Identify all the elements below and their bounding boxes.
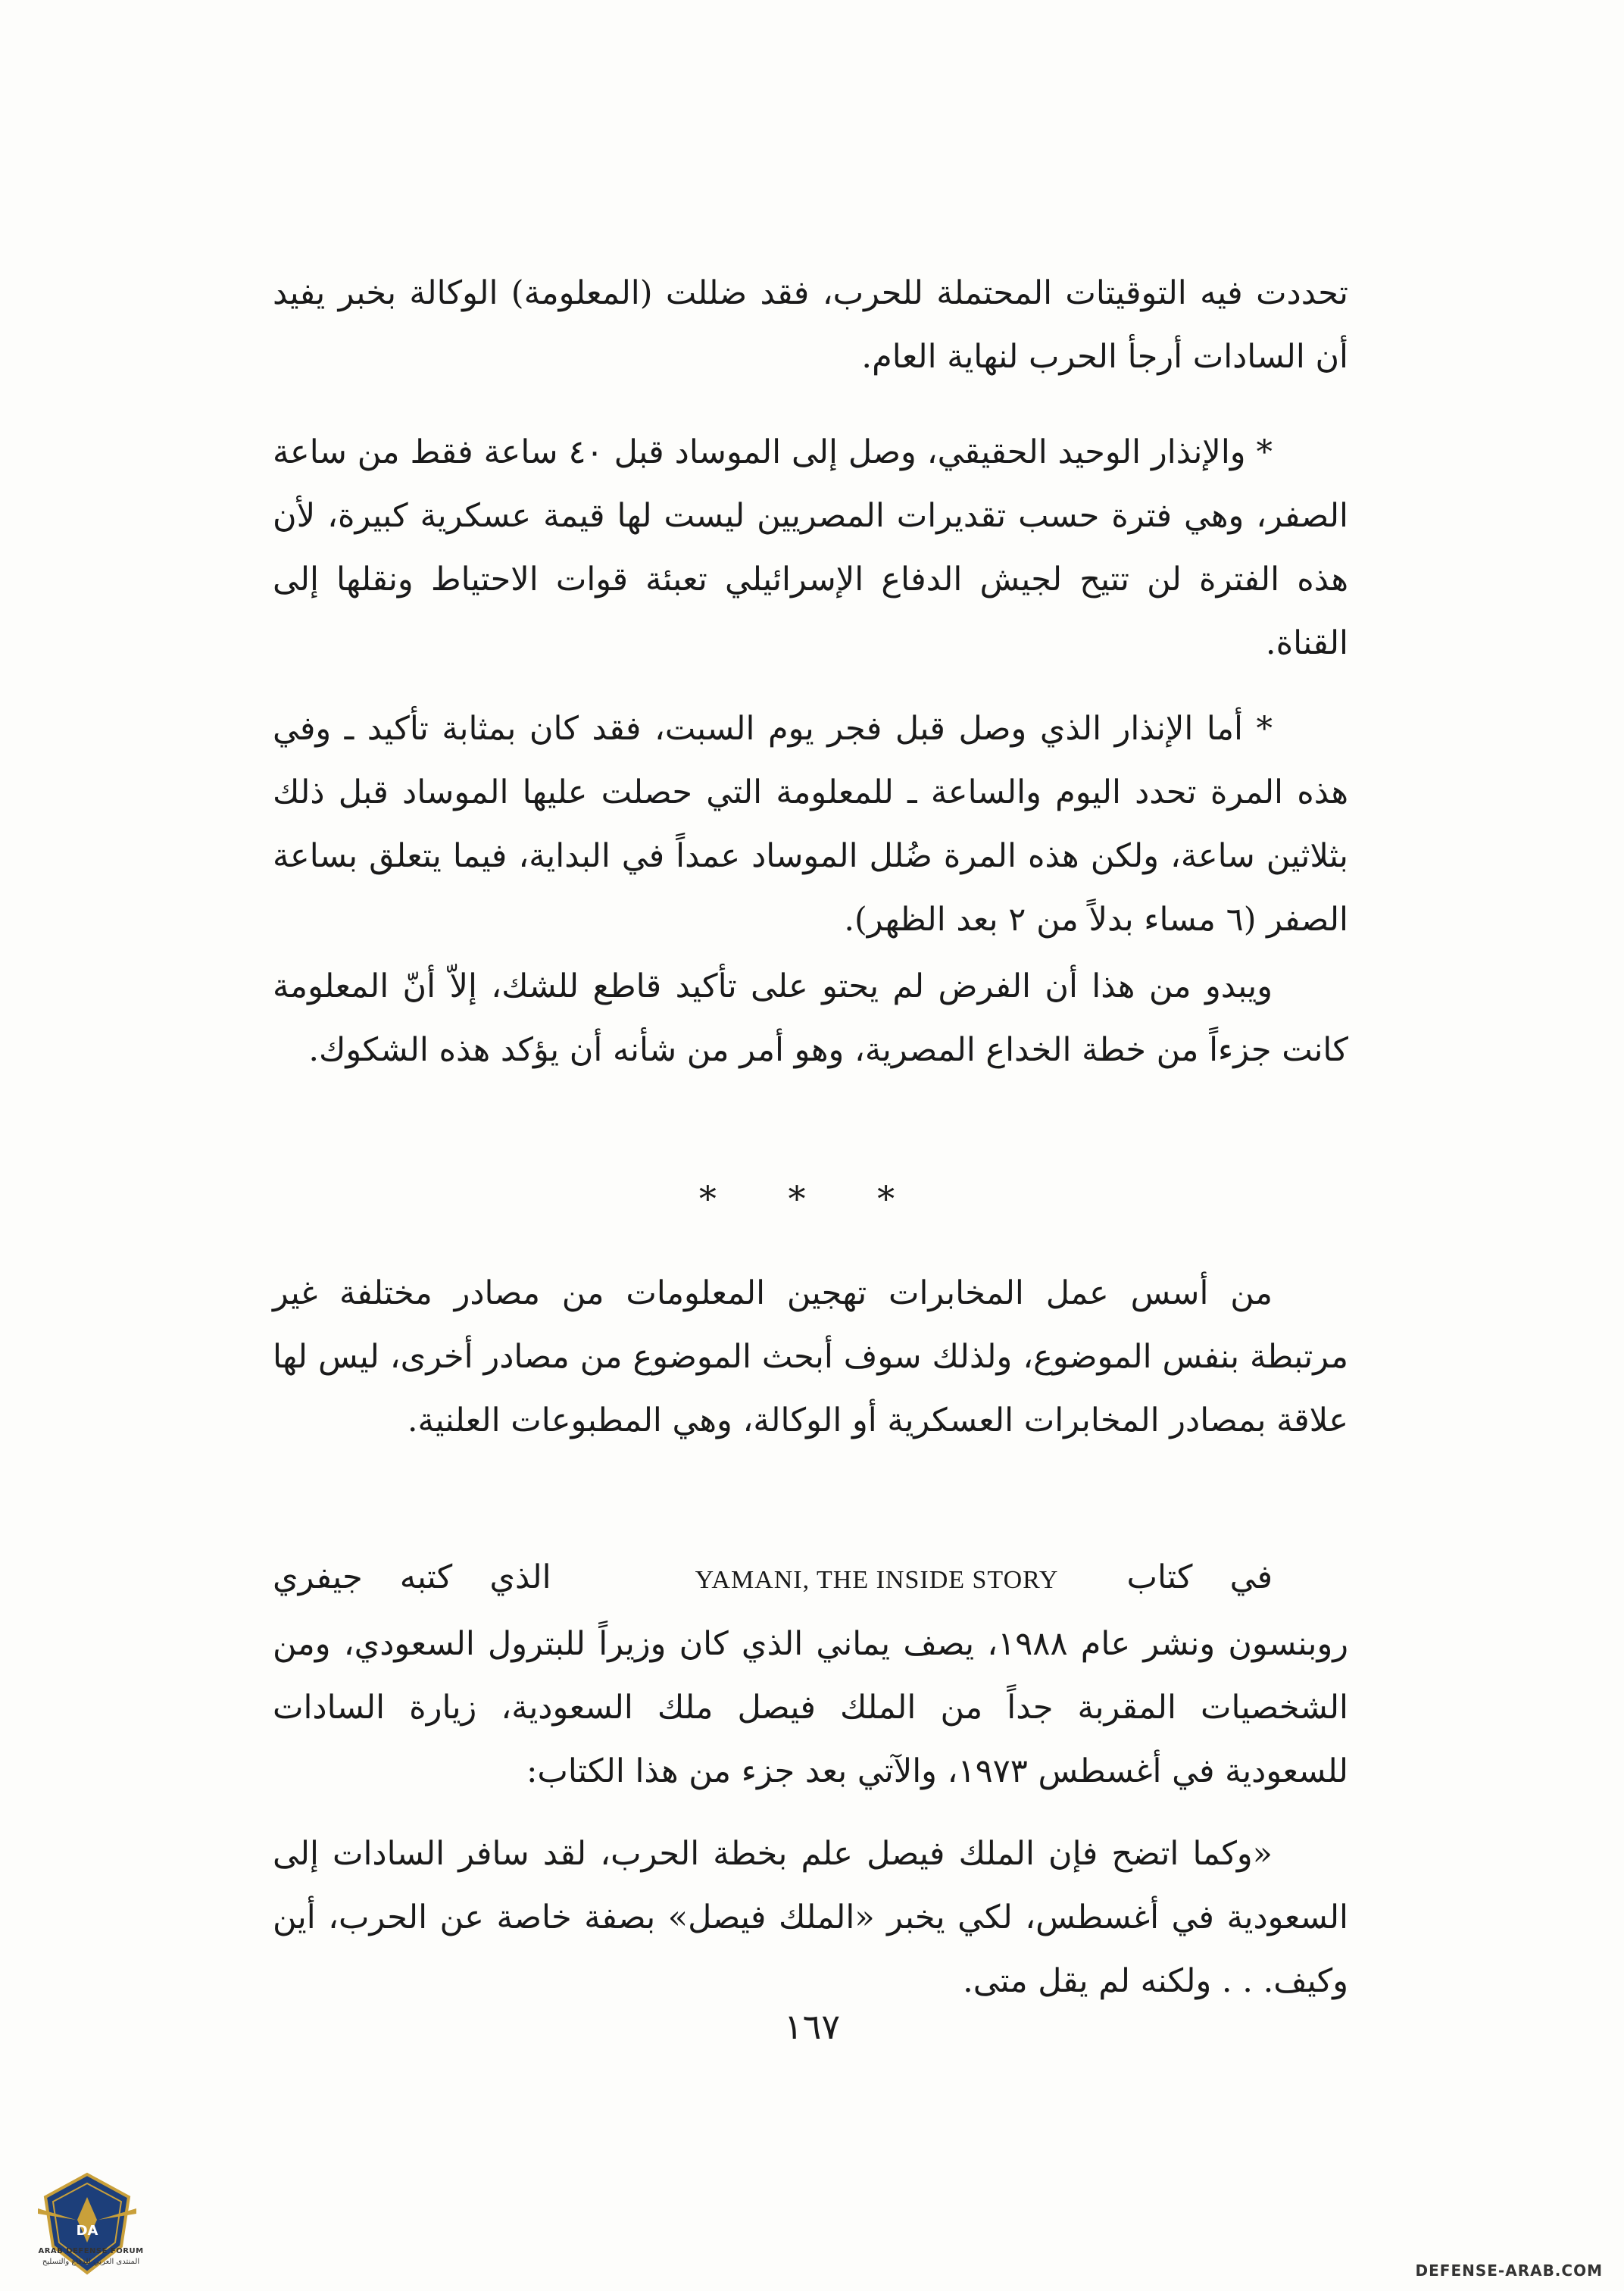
- page-number: ١٦٧: [783, 2006, 841, 2047]
- paragraph-yamani-body: الذي كتبه جيفري روبنسون ونشر عام ١٩٨٨، يصف يماني الذي كان وزيراً للبترول السعودي، ومن الشخصيات المقربة جداً من الملك فيصل ملك السعودية، زيارة السادات للسعودية في أغسطس ١٩٧٣، والآتي بعد جزء من هذا الكتاب:: [273, 1558, 1348, 1790]
- paragraph-intelligence-sources: من أسس عمل المخابرات تهجين المعلومات من مصادر مختلفة غير مرتبطة بنفس الموضوع، ولذلك سوف أبحث الموضوع من مصادر أخرى، ليس لها علاقة بمصادر المخابرات العسكرية أو الوكالة، وهي المطبوعات العلنية.: [273, 1274, 1348, 1439]
- book-title: YAMANI, THE INSIDE STORY: [695, 1566, 1059, 1594]
- logo-caption-ar: المنتدى العربي للدفاع والتسليح: [42, 2258, 140, 2266]
- section-divider: * * *: [698, 1178, 926, 1219]
- paragraph-saturday-warning: * أما الإنذار الذي وصل قبل فجر يوم السبت، فقد كان بمثابة تأكيد ـ وفي هذه المرة تحدد اليوم والساعة ـ للمعلومة التي حصلت عليها الموساد قبل ذلك بثلاثين ساعة، ولكن هذه المرة ضُلل الموساد عمداً في البداية، فيما يتعلق بساعة الصفر (٦ مساء بدلاً من ٢ بعد الظهر).: [273, 710, 1348, 939]
- paragraph-doubts: ويبدو من هذا أن الفرض لم يحتو على تأكيد قاطع للشك، إلاّ أنّ المعلومة كانت جزءاً من خطة الخداع المصرية، وهو أمر من شأنه أن يؤكد هذه الشكوك.: [273, 967, 1348, 1069]
- paragraph-yamani-book: [273, 1546, 1348, 1803]
- paragraph-quote-king-faisal: «وكما اتضح فإن الملك فيصل علم بخطة الحرب، لقد سافر السادات إلى السعودية في أغسطس، لكي يخبر «الملك فيصل» بصفة خاصة عن الحرب، أين وكيف. . . ولكنه لم يقل متى.: [273, 1835, 1348, 2000]
- logo-caption: [15, 2246, 167, 2268]
- logo-caption-en: ARAB DEFENSE FORUM: [38, 2247, 144, 2255]
- paragraph-real-warning: * والإنذار الوحيد الحقيقي، وصل إلى الموساد قبل ٤٠ ساعة فقط من ساعة الصفر، وهي فترة حسب تقديرات المصريين ليست لها قيمة عسكرية كبيرة، لأن هذه الفترة لن تتيح لجيش الدفاع الإسرائيلي تعبئة قوات الاحتياط ونقلها إلى القناة.: [273, 433, 1348, 662]
- paragraph-war-timings: تحددت فيه التوقيتات المحتملة للحرب، فقد ضللت (المعلومة) الوكالة بخبر يفيد أن السادات أرجأ الحرب لنهاية العام.: [273, 274, 1348, 376]
- logo-badge: [62, 2218, 112, 2241]
- site-watermark: DEFENSE-ARAB.COM: [1415, 2261, 1603, 2280]
- logo-badge-text: DA: [76, 2223, 98, 2239]
- paragraph-yamani-intro: في كتاب: [1126, 1558, 1273, 1596]
